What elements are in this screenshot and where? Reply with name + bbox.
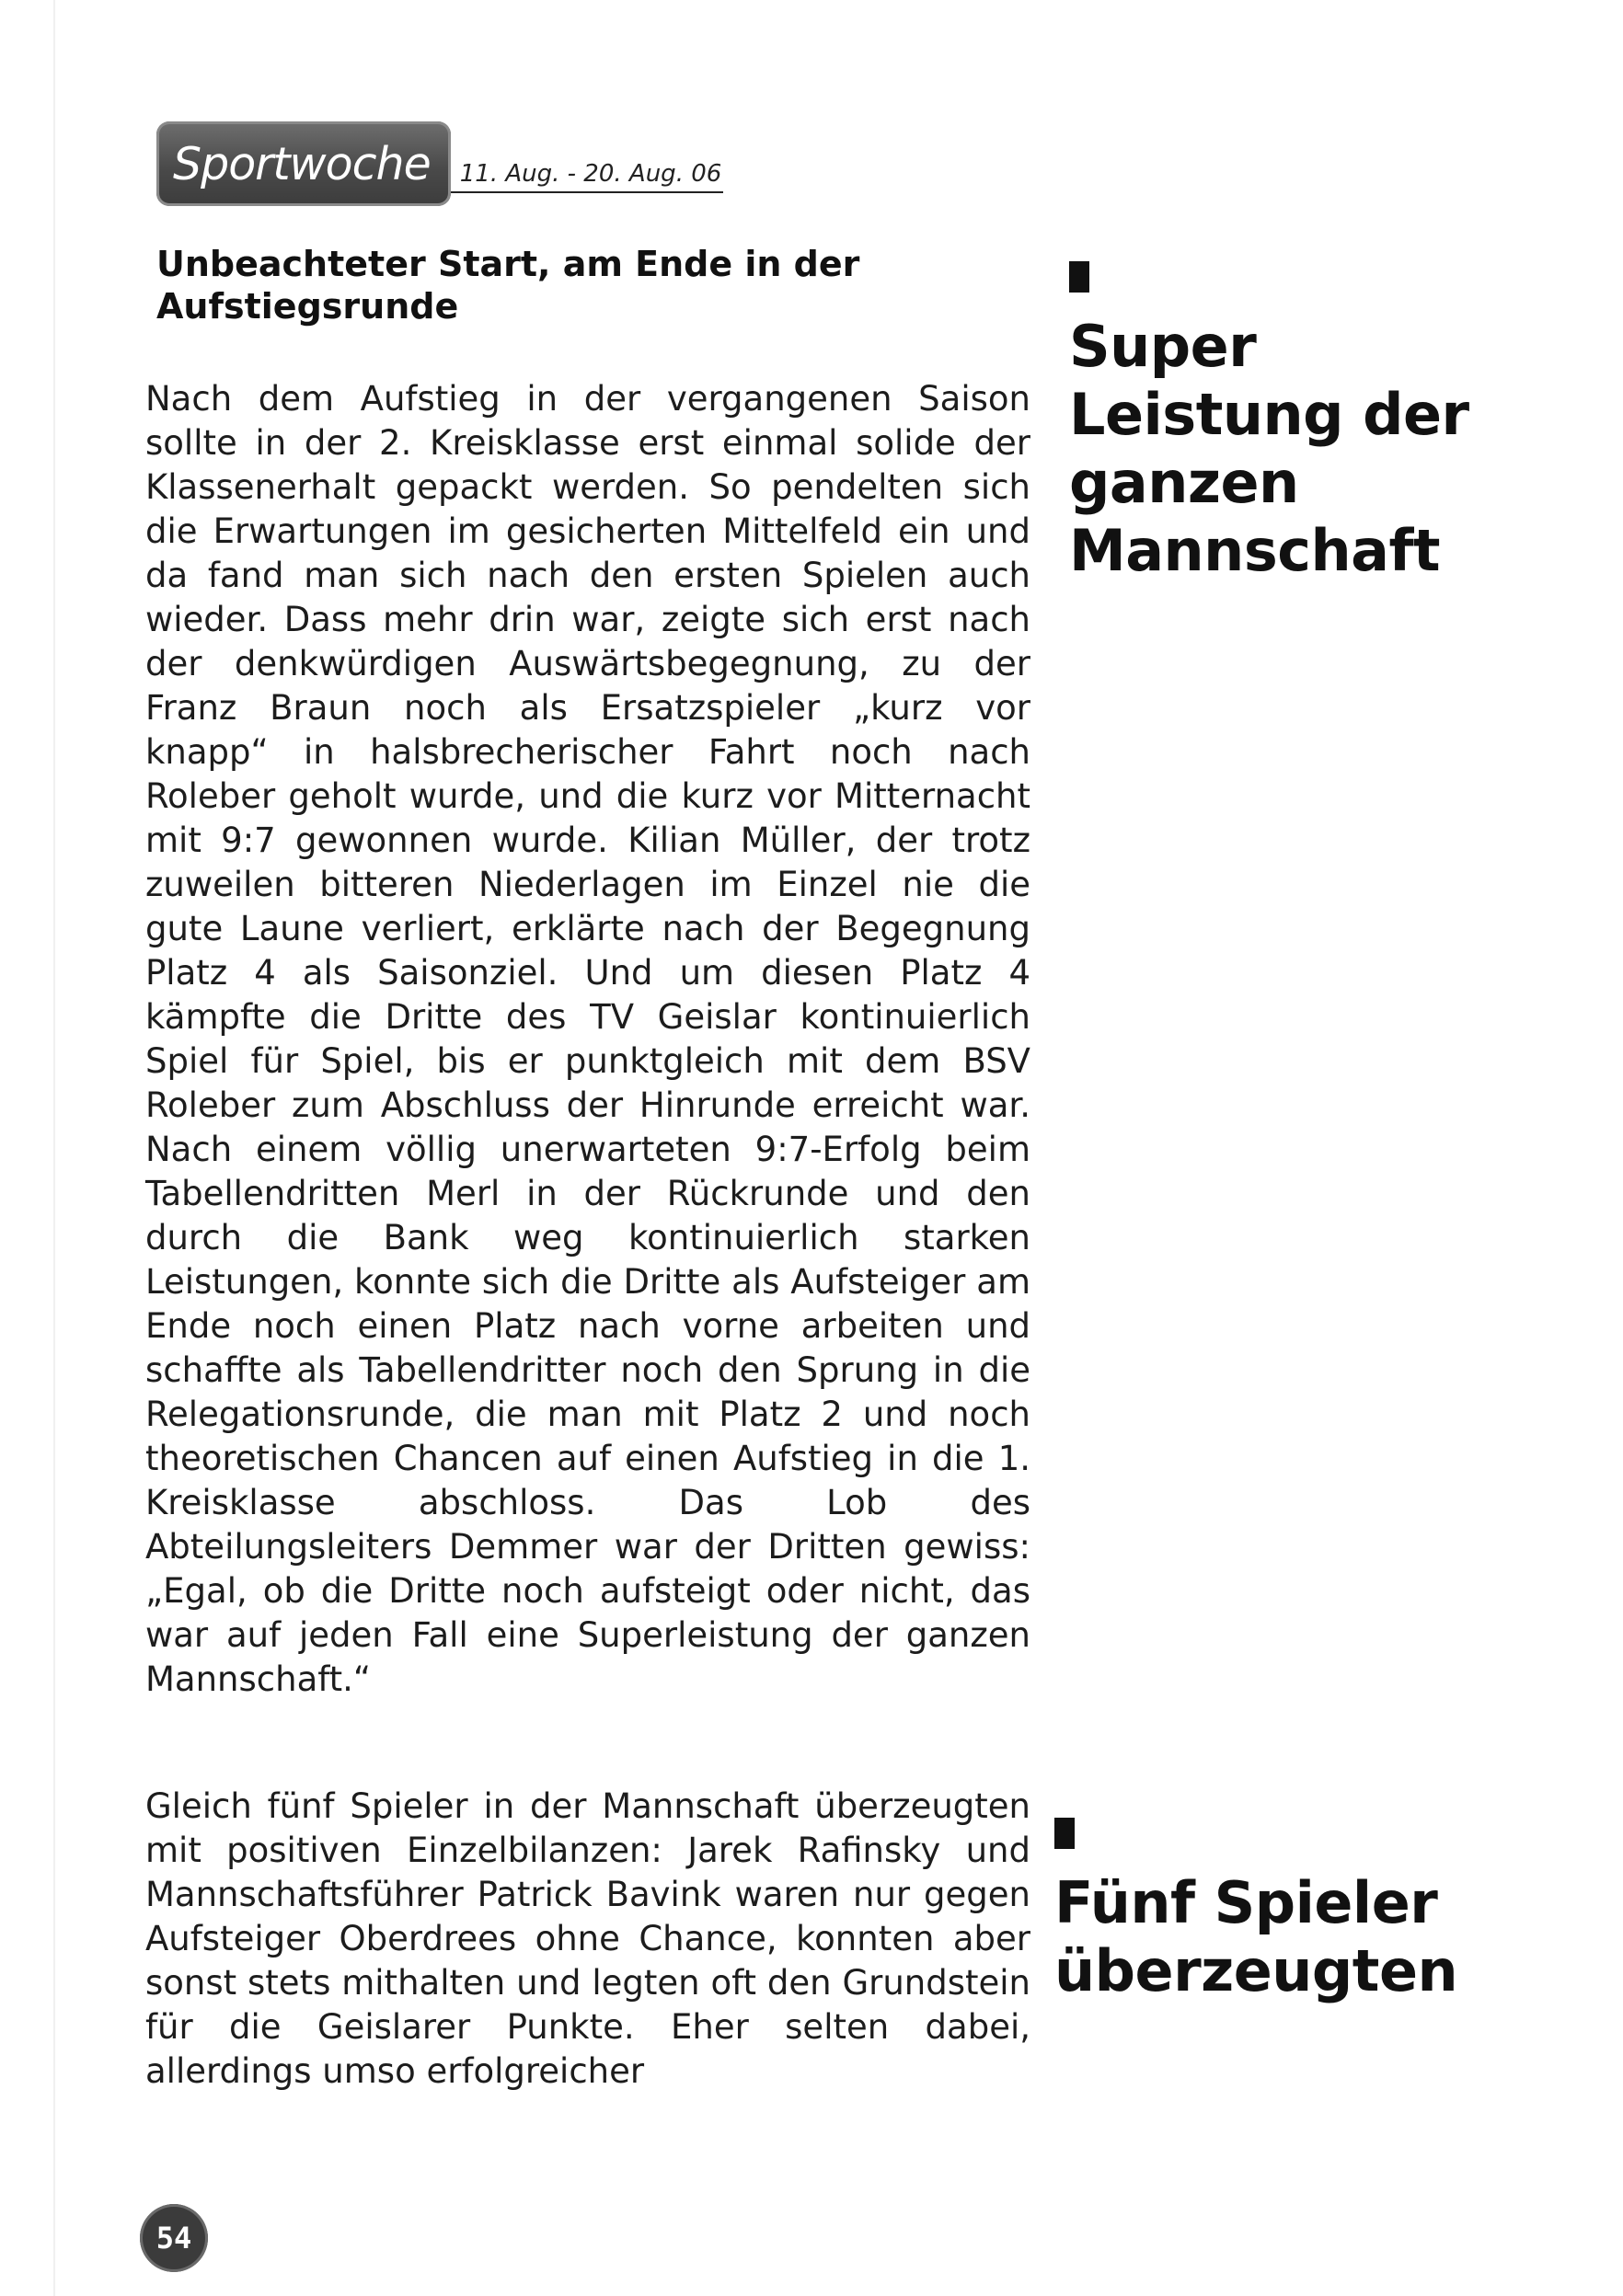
- page-edge: [53, 0, 55, 2296]
- article-paragraph-2: Gleich fünf Spieler in der Mannschaft überzeugten mit positiven Einzelbilanzen: Jarek Rafinsky und Mannschaftsführer Patrick Bavink waren nur gegen Aufsteiger Oberdrees ohne Chance, konnten aber sonst stets mithalten und legten oft den Grundstein für die Geislarer Punkte. Eher selten dabei, allerdings umso erfolgreicher: [145, 1786, 1030, 2091]
- pull-quote-text: Super Leistung der ganzen Mannschaft: [1069, 313, 1469, 584]
- section-badge: Sportwoche: [156, 121, 451, 206]
- page-number: 54: [140, 2204, 208, 2272]
- page-header: [156, 114, 723, 206]
- pull-quote-text: Fünf Spieler überzeugten: [1054, 1869, 1458, 2004]
- square-bullet-icon: [1069, 261, 1089, 293]
- issue-date: 11. Aug. - 20. Aug. 06: [451, 160, 724, 193]
- article-paragraph-1: Nach dem Aufstieg in der vergangenen Saison sollte in der 2. Kreisklasse erst einmal solide der Klassenerhalt gepackt werden. So pendelten sich die Erwartungen im gesicherten Mittelfeld ein und da fand man sich nach den ersten Spielen auch wieder. Dass mehr drin war, zeigte sich erst nach der denkwürdigen Auswärtsbegegnung, zu der Franz Braun noch als Ersatzspieler „kurz vor knapp“ in halsbrecherischer Fahrt noch nach Roleber geholt wurde, und die kurz vor Mitternacht mit 9:7 gewonnen wurde. Kilian Müller, der trotz zuweilen bitteren Niederlagen im Einzel nie die gute Laune verliert, erklärte nach der Begegnung Platz 4 als Saisonziel. Und um diesen Platz 4 kämpfte die Dritte des TV Geislar kontinuierlich Spiel für Spiel, bis er punktgleich mit dem BSV Roleber zum Abschluss der Hinrunde erreicht war. Nach einem völlig unerwarteten 9:7-Erfolg beim Tabellendritten Merl in der Rückrunde und den durch die Bank weg kontinuierlich starken Leistungen, konnte sich die Dritte als Aufsteiger am Ende noch einen Platz nach vorne arbeiten und schaffte als Tabellendritter noch den Sprung in die Relegationsrunde, die man mit Platz 2 und noch theoretischen Chancen auf einen Aufstieg in die 1. Kreisklasse abschloss. Das Lob des Abteilungsleiters Demmer war der Dritten gewiss: „Egal, ob die Dritte noch aufsteigt oder nicht, das war auf jeden Fall eine Superleistung der ganzen Mannschaft.“: [145, 379, 1030, 1699]
- pull-quote-1: [1069, 261, 1548, 585]
- pull-quote-2: [1054, 1818, 1533, 2005]
- article-headline: Unbeachteter Start, am Ende in der Aufstiegsrunde: [156, 244, 860, 327]
- square-bullet-icon: [1054, 1818, 1075, 1849]
